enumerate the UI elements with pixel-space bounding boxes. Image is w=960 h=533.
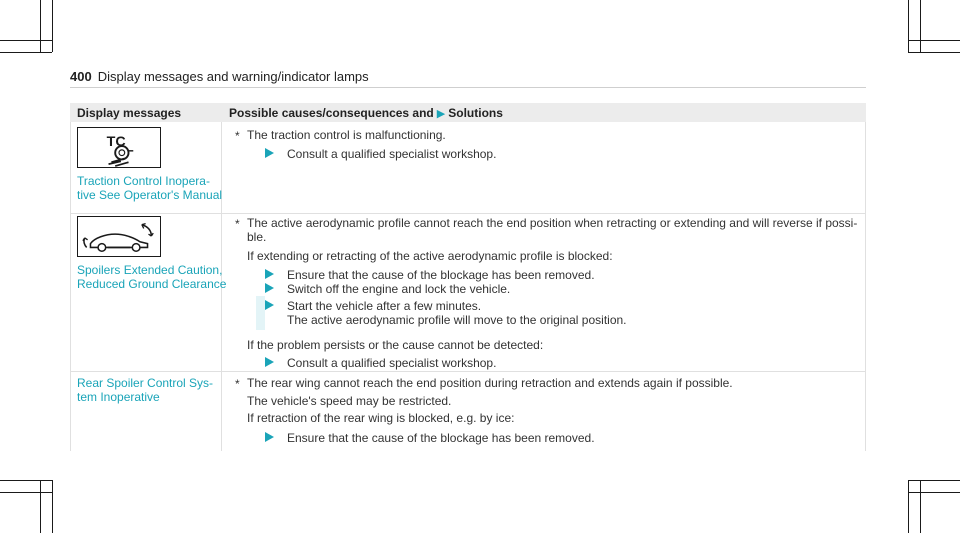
display-messages-table	[70, 103, 866, 451]
crop-mark	[0, 52, 52, 53]
crop-mark	[0, 492, 52, 493]
footnote-mark: *	[235, 377, 240, 391]
solution-item: Consult a qualified specialist workshop.	[287, 147, 496, 161]
condition-text: If extending or retracting of the active aerodynamic profile is blocked:	[247, 249, 613, 263]
crop-mark	[908, 40, 960, 41]
col-header-display-messages: Display messages	[77, 106, 182, 120]
col-header-causes-solutions: Possible causes/consequences and ▶ Solutions	[229, 106, 503, 120]
step-group-bar	[256, 296, 265, 330]
footnote-mark: *	[235, 129, 240, 143]
crop-mark	[908, 0, 909, 52]
solution-item: Consult a qualified specialist workshop.	[287, 356, 496, 370]
crop-mark	[908, 480, 909, 533]
crop-mark	[920, 480, 921, 533]
row-divider	[70, 213, 866, 214]
info-text: The vehicle's speed may be restricted.	[247, 394, 452, 408]
crop-mark	[40, 0, 41, 52]
cause-text: The active aerodynamic profile cannot reach the end position when retracting or extending and will reverse if possi- ble.	[247, 216, 858, 244]
arrow-right-icon	[265, 283, 274, 293]
table-header	[70, 103, 866, 122]
arrow-right-icon	[265, 269, 274, 279]
crop-mark	[40, 480, 41, 533]
arrow-right-icon	[265, 357, 274, 367]
arrow-right-icon	[265, 300, 274, 310]
condition-text: If the problem persists or the cause cannot be detected:	[247, 338, 544, 352]
footnote-mark: *	[235, 217, 240, 231]
cause-text: The traction control is malfunctioning.	[247, 128, 446, 142]
column-divider	[70, 122, 71, 451]
message-label-traction-control: Traction Control Inopera- tive See Operator's Manual	[77, 174, 223, 202]
arrow-right-icon	[265, 432, 274, 442]
condition-text: If retraction of the rear wing is blocked, e.g. by ice:	[247, 411, 515, 425]
result-note: The active aerodynamic profile will move to the original position.	[287, 313, 627, 327]
solution-item: Ensure that the cause of the blockage has been removed.	[287, 268, 595, 282]
header-divider	[70, 87, 866, 88]
page-header	[70, 69, 369, 84]
solution-item: Ensure that the cause of the blockage has been removed.	[287, 431, 595, 445]
crop-mark	[908, 52, 960, 53]
traction-control-icon	[77, 127, 161, 168]
crop-mark	[52, 480, 53, 533]
message-label-rear-spoiler: Rear Spoiler Control Sys- tem Inoperative	[77, 376, 214, 404]
arrow-right-icon: ▶	[436, 108, 446, 120]
crop-mark	[920, 0, 921, 52]
spoiler-car-icon	[77, 216, 161, 257]
solution-item: Switch off the engine and lock the vehicle.	[287, 282, 510, 296]
row-divider	[70, 371, 866, 372]
column-divider	[865, 122, 866, 451]
message-label-spoilers-extended: Spoilers Extended Caution, Reduced Ground Clearance	[77, 263, 227, 291]
page-number: 400	[70, 69, 92, 84]
crop-mark	[52, 0, 53, 52]
solution-item: Start the vehicle after a few minutes.	[287, 299, 481, 313]
svg-text:TC: TC	[106, 134, 126, 151]
crop-mark	[0, 480, 52, 481]
arrow-right-icon	[265, 148, 274, 158]
page-title: Display messages and warning/indicator lamps	[97, 69, 369, 84]
crop-mark	[908, 492, 960, 493]
crop-mark	[0, 40, 52, 41]
crop-mark	[908, 480, 960, 481]
cause-text: The rear wing cannot reach the end position during retraction and extends again if possible.	[247, 376, 733, 390]
